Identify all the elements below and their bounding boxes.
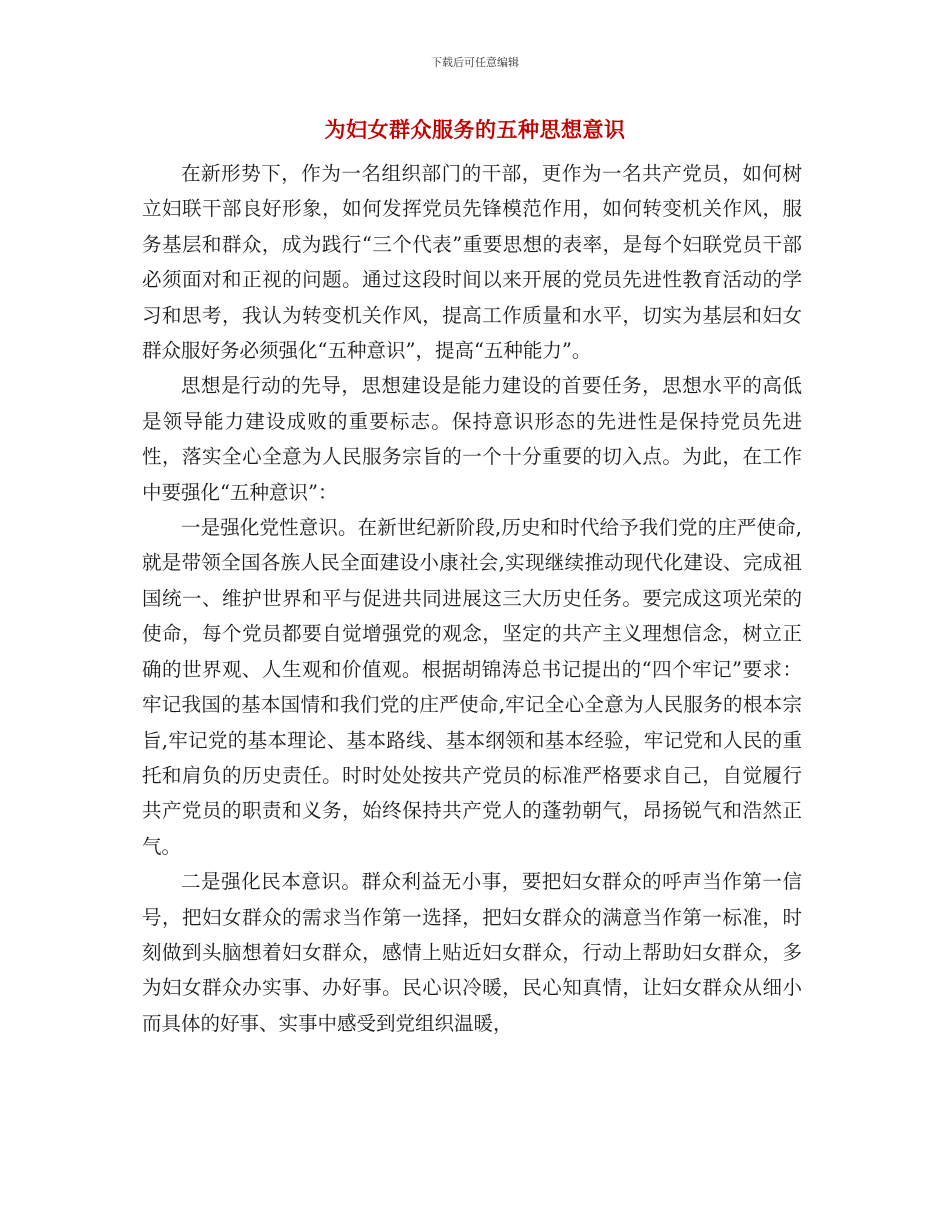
document-body bbox=[142, 156, 802, 1041]
paragraph-4: 二是强化民本意识。群众利益无小事，要把妇女群众的呼声当作第一信号，把妇女群众的需求当作第一选择，把妇女群众的满意当作第一标准，时刻做到头脑想着妇女群众，感情上贴近妇女群众，行动上帮助妇女群众，多为妇女群众办实事、办好事。民心识冷暖，民心知真情，让妇女群众从细小而具体的好事、实事中感受到党组织温暖， bbox=[142, 870, 802, 1035]
paragraph-3: 一是强化党性意识。在新世纪新阶段,历史和时代给予我们党的庄严使命,就是带领全国各族人民全面建设小康社会,实现继续推动现代化建设、完成祖国统一、维护世界和平与促进共同进展这三大历史任务。要完成这项光荣的使命，每个党员都要自觉增强党的观念，坚定的共产主义理想信念，树立正确的世界观、人生观和价值观。根据胡锦涛总书记提出的“四个牢记”要求：牢记我国的基本国情和我们党的庄严使命,牢记全心全意为人民服务的根本宗旨,牢记党的基本理论、基本路线、基本纲领和基本经验，牢记党和人民的重托和肩负的历史责任。时时处处按共产党员的标准严格要求自己，自觉履行共产党员的职责和义务，始终保持共产党人的蓬勃朝气，昂扬锐气和浩然正气。 bbox=[142, 516, 802, 858]
page-header: 下载后可任意编辑 bbox=[431, 56, 519, 69]
paragraph-2: 思想是行动的先导，思想建设是能力建设的首要任务，思想水平的高低是领导能力建设成败的重要标志。保持意识形态的先进性是保持党员先进性，落实全心全意为人民服务宗旨的一个十分重要的切入点。为此，在工作中要强化“五种意识”： bbox=[142, 374, 802, 504]
paragraph-1: 在新形势下，作为一名组织部门的干部，更作为一名共产党员，如何树立妇联干部良好形象，如何发挥党员先锋模范作用，如何转变机关作风，服务基层和群众，成为践行“三个代表”重要思想的表率，是每个妇联党员干部必须面对和正视的问题。通过这段时间以来开展的党员先进性教育活动的学习和思考，我认为转变机关作风，提高工作质量和水平，切实为基层和妇女群众服好务必须强化“五种意识”，提高“五种能力”。 bbox=[142, 162, 802, 363]
document-title: 为妇女群众服务的五种思想意识 bbox=[324, 118, 626, 142]
